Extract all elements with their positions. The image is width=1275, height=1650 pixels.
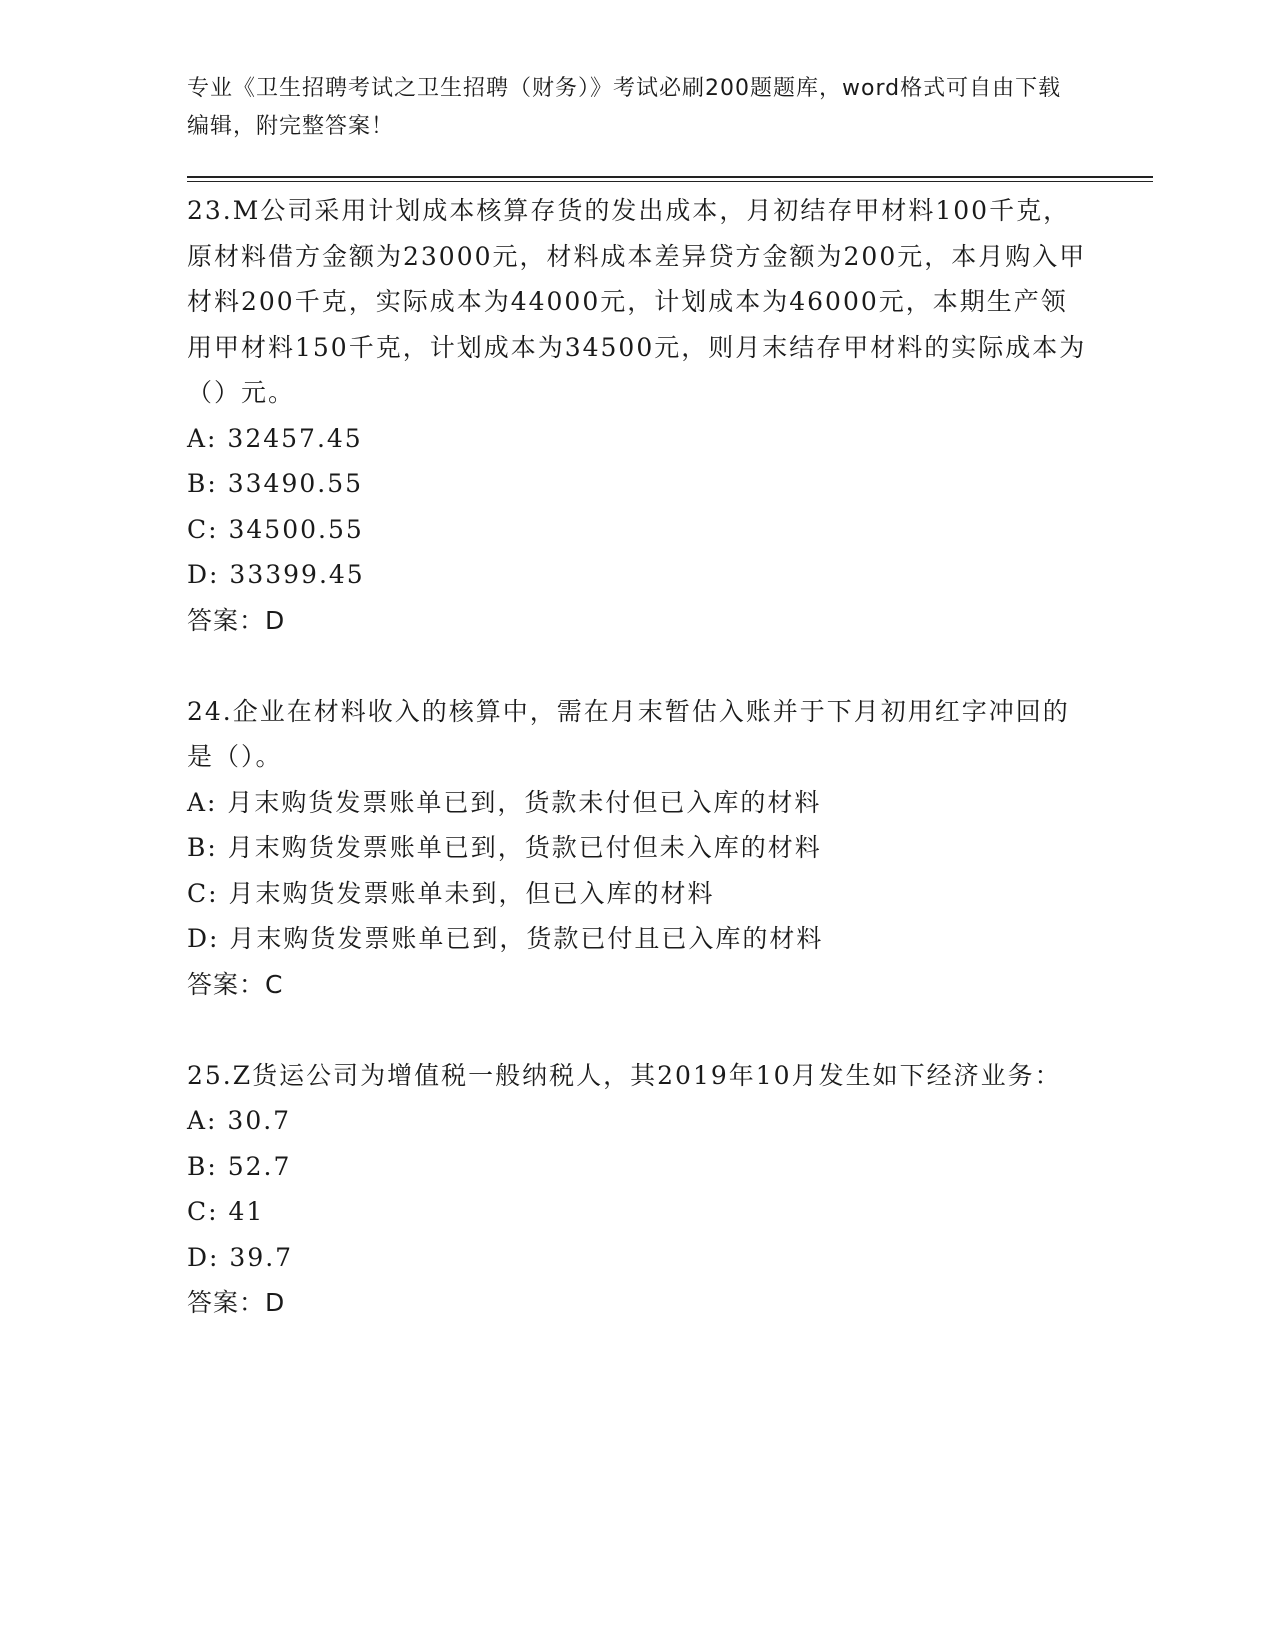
question-spacer — [187, 1007, 1087, 1053]
question-stem: 23.M公司采用计划成本核算存货的发出成本，月初结存甲材料100千克，原材料借方金额为23000元，材料成本差异贷方金额为200元，本月购入甲材料200千克，实际成本为44000元，计划成本为46000元，本期生产领用甲材料150千克，计划成本为34500元，则月末结存甲材料的实际成本为（）元。 — [187, 196, 1087, 407]
question-25 — [187, 1053, 1087, 1326]
answer: 答案：C — [187, 969, 284, 999]
question-23 — [187, 188, 1087, 689]
option-b: B: 52.7 — [187, 1151, 292, 1181]
option-a: A: 月末购货发票账单已到，货款未付但已入库的材料 — [187, 787, 822, 817]
option-d: D: 月末购货发票账单已到，货款已付且已入库的材料 — [187, 924, 824, 953]
page-header: 专业《卫生招聘考试之卫生招聘（财务）》考试必刷200题题库，word格式可自由下载编辑，附完整答案！ — [187, 76, 1062, 139]
option-b: B: 33490.55 — [187, 469, 364, 498]
option-a: A: 32457.45 — [187, 423, 363, 453]
option-b: B: 月末购货发票账单已到，货款已付但未入库的材料 — [187, 833, 822, 862]
option-c: C: 月末购货发票账单未到，但已入库的材料 — [187, 878, 715, 908]
option-d: D: 33399.45 — [187, 560, 365, 589]
question-stem: 25.Z货运公司为增值税一般纳税人，其2019年10月发生如下经济业务： — [187, 1060, 1062, 1090]
option-c: C: 41 — [187, 1197, 265, 1226]
question-list — [187, 188, 1087, 1326]
option-c: C: 34500.55 — [187, 514, 364, 544]
answer: 答案：D — [187, 605, 286, 635]
question-stem: 24.企业在材料收入的核算中，需在月末暂估入账并于下月初用红字冲回的是（）。 — [187, 696, 1070, 771]
header-divider — [187, 176, 1153, 182]
question-spacer — [187, 643, 1087, 689]
question-24 — [187, 689, 1087, 1053]
option-a: A: 30.7 — [187, 1106, 292, 1135]
option-d: D: 39.7 — [187, 1242, 294, 1272]
answer: 答案：D — [187, 1288, 286, 1317]
